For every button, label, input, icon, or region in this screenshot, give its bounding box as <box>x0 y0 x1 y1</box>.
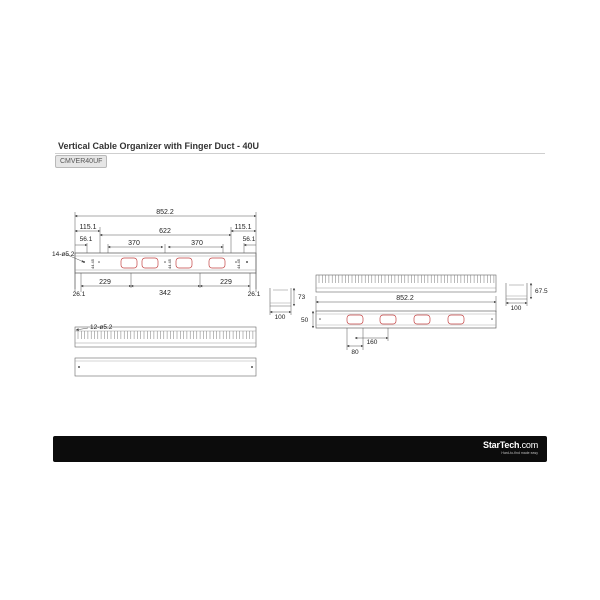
brand-tagline: Hard-to-find made easy <box>501 451 538 455</box>
hole <box>246 261 248 263</box>
dim-span-left: 229 <box>99 279 111 286</box>
hole <box>98 261 100 263</box>
dim-pitch-left: 370 <box>128 240 140 247</box>
hole <box>251 366 253 368</box>
dim-span-right: 229 <box>220 279 232 286</box>
dim-inset-left: 56.1 <box>79 236 93 243</box>
hole <box>164 261 166 263</box>
page-title: Vertical Cable Organizer with Finger Duct - 40U <box>58 141 260 151</box>
hole <box>491 318 493 320</box>
front-holes <box>83 261 248 263</box>
right-slot-pitch-label: 160 <box>366 339 378 346</box>
right-slot-width-label: 80 <box>351 349 359 356</box>
end-width-label: 100 <box>274 314 286 321</box>
hole <box>78 366 80 368</box>
side-view <box>75 358 256 376</box>
dim-edge-left: 115.1 <box>79 224 97 231</box>
right-duct-fingers <box>319 275 494 283</box>
slot-height-label: 44.45 <box>90 258 95 270</box>
hole <box>319 318 321 320</box>
right-duct-view <box>316 275 496 292</box>
slot <box>380 315 396 324</box>
dim-overall: 852.2 <box>156 209 174 216</box>
slot <box>414 315 430 324</box>
end-view-right <box>506 283 531 306</box>
slot <box>347 315 363 324</box>
slot <box>176 258 192 268</box>
dim-bottom-right: 26.1 <box>247 291 261 298</box>
right-panel-outline <box>316 311 496 328</box>
sku-badge: CMVER40UF <box>55 155 107 168</box>
slot <box>448 315 464 324</box>
dim-bottom-left: 26.1 <box>72 291 86 298</box>
slot-height-label: 44.45 <box>236 258 241 270</box>
dim-edge-right: 115.1 <box>234 224 252 231</box>
slot-height-label: 44.45 <box>167 258 172 270</box>
dim-inner: 622 <box>159 228 171 235</box>
end-height-label: 73 <box>298 294 306 301</box>
right-height-label: 50 <box>301 317 309 324</box>
right-panel-view <box>313 296 496 350</box>
duct-holes-label: 12-ø5.2 <box>90 324 113 331</box>
slot <box>209 258 225 268</box>
slot <box>142 258 158 268</box>
footer-bar <box>53 436 547 462</box>
right-slots <box>347 315 464 324</box>
right-length-label: 852.2 <box>396 295 414 302</box>
end-view-left <box>270 288 294 315</box>
right-end-height-label: 67.5 <box>535 288 548 295</box>
brand-logo: StarTech.com <box>483 440 538 450</box>
slot <box>121 258 137 268</box>
right-end-width-label: 100 <box>510 305 522 312</box>
front-slots <box>121 258 225 268</box>
right-duct-outline <box>316 275 496 292</box>
dim-span-center: 342 <box>159 290 171 297</box>
holes-label: 14-ø5.2 <box>52 251 75 258</box>
dim-inset-right: 56.1 <box>242 236 256 243</box>
duct-fingers <box>78 331 253 339</box>
dim-pitch-right: 370 <box>191 240 203 247</box>
hole <box>83 261 85 263</box>
